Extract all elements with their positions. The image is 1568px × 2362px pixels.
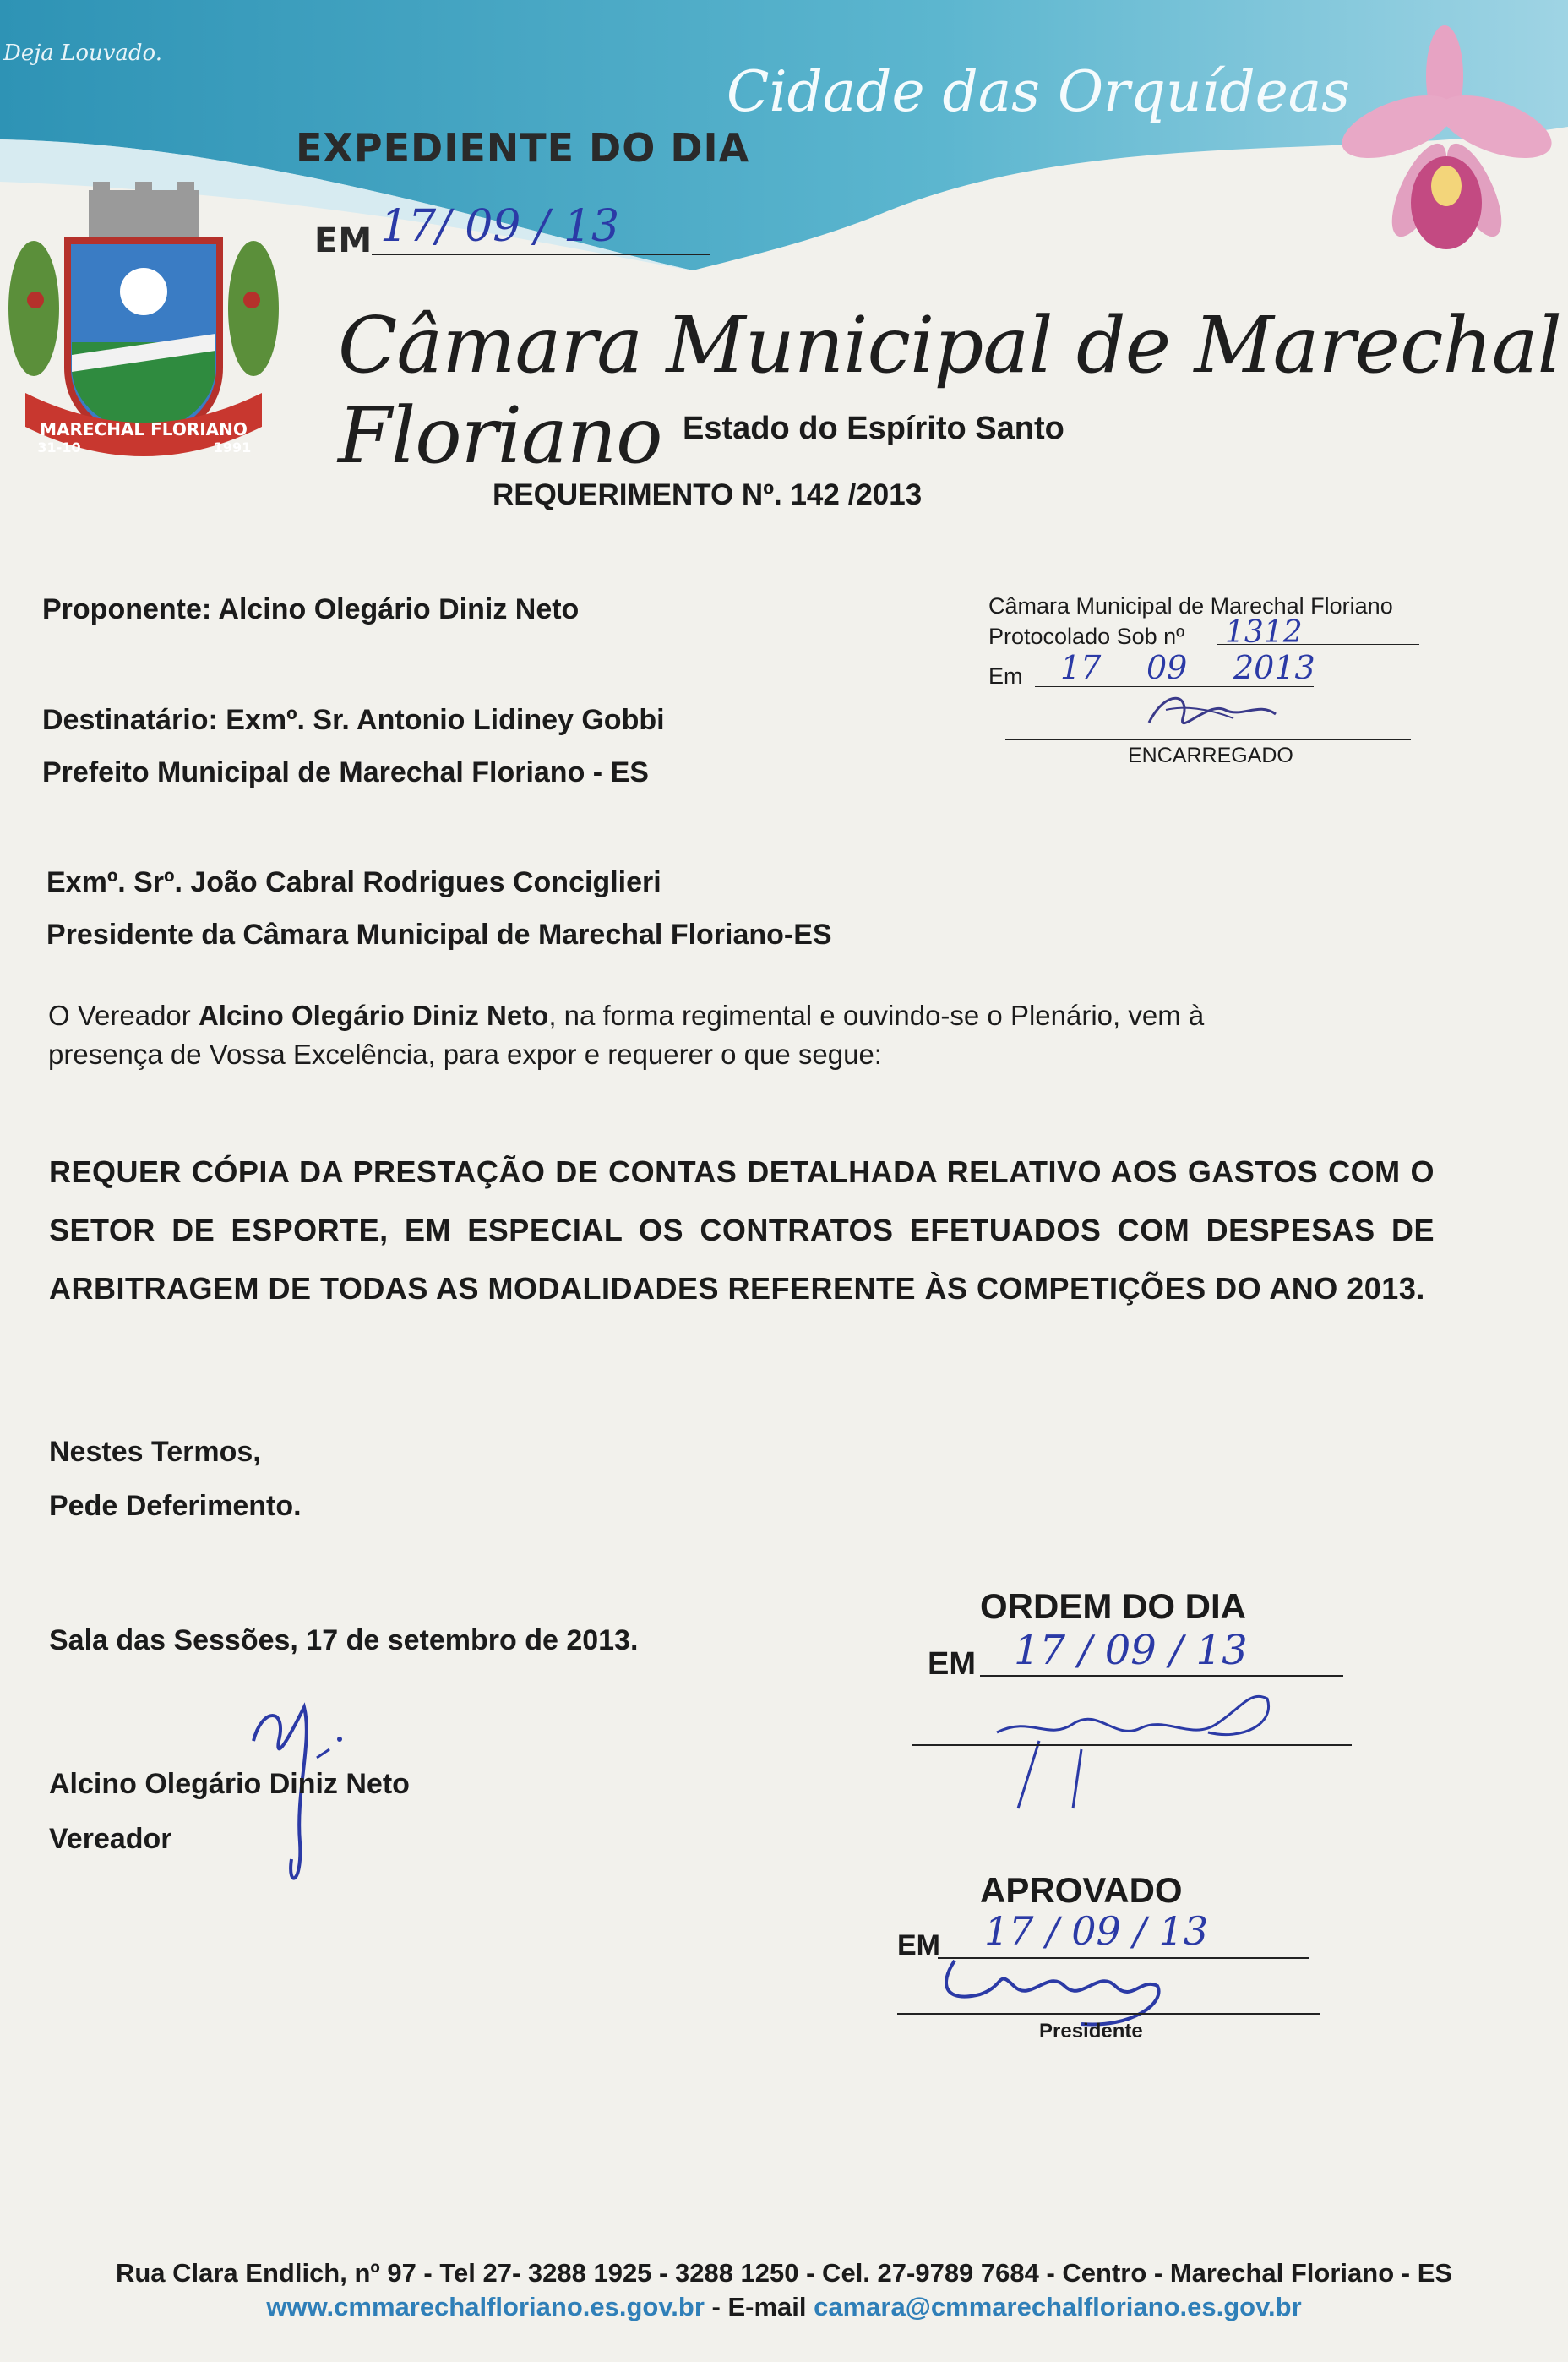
crest-banner-text: MARECHAL FLORIANO xyxy=(40,419,248,439)
institution-title: Câmara Municipal de Marechal Floriano xyxy=(338,300,1561,481)
expediente-date: 17/ 09 / 13 xyxy=(380,201,620,252)
addressee-line1: Exmº. Srº. João Cabral Rodrigues Conciglieri xyxy=(46,866,662,898)
closing-line1: Nestes Termos, xyxy=(49,1436,261,1468)
expediente-stamp-title: EXPEDIENTE DO DIA xyxy=(296,125,750,171)
closing-line2: Pede Deferimento. xyxy=(49,1490,302,1522)
signer-name: Alcino Olegário Diniz Neto xyxy=(49,1768,410,1800)
protocol-signature xyxy=(1132,685,1284,744)
protocol-em-label: Em xyxy=(988,663,1023,689)
aprovado-role: Presidente xyxy=(1039,2020,1143,2043)
destinatario-line1: Destinatário: Exmº. Sr. Antonio Lidiney Gobbi xyxy=(42,704,665,736)
expediente-em-label: EM xyxy=(314,221,373,260)
footer-email-label: - E-mail xyxy=(704,2292,814,2321)
aprovado-stamp-title: APROVADO xyxy=(980,1870,1183,1910)
ordem-stamp-title: ORDEM DO DIA xyxy=(980,1586,1246,1626)
protocol-role: ENCARREGADO xyxy=(1128,744,1293,767)
intro-suffix: , na forma regimental e ouvindo-se o Plenário, vem à xyxy=(548,1000,1205,1031)
protocol-number: 1312 xyxy=(1225,615,1303,650)
protocol-stamp-line2: Protocolado Sob nº xyxy=(988,624,1185,649)
ordem-signature-line xyxy=(912,1744,1352,1746)
protocol-signature-line xyxy=(1005,739,1411,740)
crest-date-right: 1991 xyxy=(213,439,252,455)
crest-date-left: 31-10 xyxy=(37,439,81,455)
footer-website[interactable]: www.cmmarechalfloriano.es.gov.br xyxy=(266,2292,705,2321)
intro-prefix: O Vereador xyxy=(48,1000,199,1031)
footer-address: Rua Clara Endlich, nº 97 - Tel 27- 3288 1925 - 3288 1250 - Cel. 27-9789 7684 - Centro - Marechal Floriano - ES xyxy=(115,2258,1453,2288)
protocol-date-day: 17 xyxy=(1060,649,1102,686)
requerimento-num: 142 xyxy=(790,478,840,511)
requerimento-label: REQUERIMENTO Nº. xyxy=(493,478,782,511)
footer-contact xyxy=(0,2292,1568,2322)
ordem-date-line xyxy=(980,1675,1343,1677)
intro-paragraph-line2: presença de Vossa Excelência, para expor e requerer o que segue: xyxy=(48,1039,882,1070)
addressee-line2: Presidente da Câmara Municipal de Marechal Floriano-ES xyxy=(46,919,832,951)
motto: Deja Louvado. xyxy=(3,41,163,66)
protocol-date-year: 2013 xyxy=(1233,649,1315,686)
ordem-em-label: EM xyxy=(928,1646,976,1682)
municipal-crest xyxy=(8,182,279,486)
intro-paragraph-line1 xyxy=(48,994,1204,1038)
aprovado-date: 17 / 09 / 13 xyxy=(984,1908,1209,1954)
place-date: Sala das Sessões, 17 de setembro de 2013. xyxy=(49,1624,639,1656)
proponente: Proponente: Alcino Olegário Diniz Neto xyxy=(42,593,580,625)
requerimento-year: /2013 xyxy=(847,478,923,511)
city-slogan: Cidade das Orquídeas xyxy=(727,59,1350,124)
expediente-date-line xyxy=(372,254,710,255)
state-subtitle: Estado do Espírito Santo xyxy=(683,411,1064,446)
aprovado-em-label: EM xyxy=(897,1929,940,1961)
protocol-number-line xyxy=(1217,644,1419,645)
footer-email[interactable]: camara@cmmarechalfloriano.es.gov.br xyxy=(814,2292,1302,2321)
orchid-illustration xyxy=(1335,17,1554,262)
requerimento-number xyxy=(493,478,922,512)
protocol-stamp-line1: Câmara Municipal de Marechal Floriano xyxy=(988,593,1393,619)
intro-name: Alcino Olegário Diniz Neto xyxy=(198,1000,549,1031)
signer-role: Vereador xyxy=(49,1823,172,1855)
ordem-date: 17 / 09 / 13 xyxy=(1014,1627,1248,1674)
destinatario-line2: Prefeito Municipal de Marechal Floriano - ES xyxy=(42,756,649,788)
request-text: REQUER CÓPIA DA PRESTAÇÃO DE CONTAS DETALHADA RELATIVO AOS GASTOS COM O SETOR DE ESPORTE, EM ESPECIAL OS CONTRATOS EFETUADOS COM DESPESAS DE ARBITRAGEM DE TODAS AS MODALIDADES REFERENTE ÀS COMPETIÇÕES DO ANO 2013. xyxy=(49,1154,1435,1306)
ordem-signature xyxy=(980,1682,1309,1817)
aprovado-signature-line xyxy=(897,2013,1320,2015)
protocol-date-month: 09 xyxy=(1146,649,1188,686)
